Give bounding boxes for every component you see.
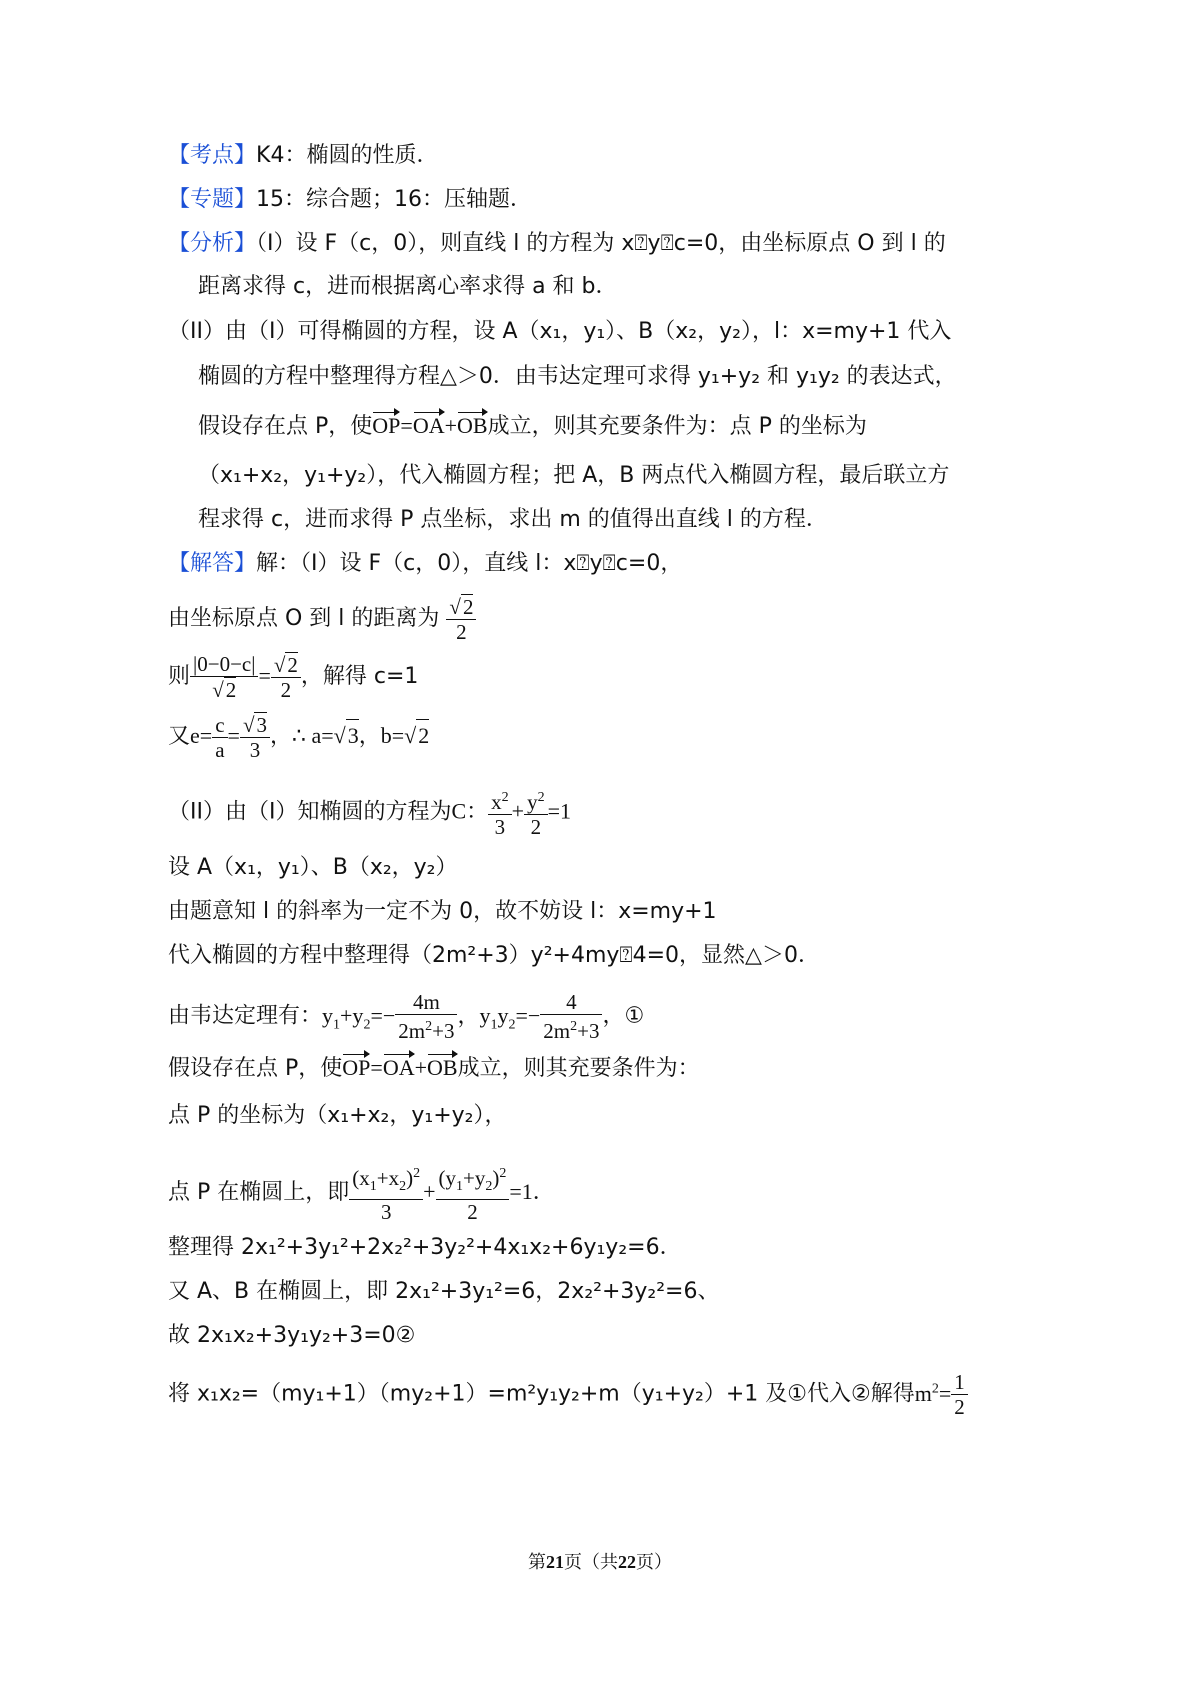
formula-p-y: $\frac{(y_1+y_2)^2}{2}$: [436, 1162, 510, 1224]
jieda-line-10: 假设存在点 P，使OP=OA+OB成立，则其充要条件为：: [168, 1052, 700, 1085]
vector-op: OP: [372, 410, 400, 442]
jieda-text-4b: ，∴: [269, 724, 306, 749]
formula-c-over-a: $\frac{c}{a}$: [212, 713, 227, 762]
fenxi-line-5: 假设存在点 P，使OP=OA+OB成立，则其充要条件为：点 P 的坐标为: [198, 410, 867, 443]
vector-oa: OA: [413, 410, 445, 442]
jieda-line-11: 点 P 的坐标为（x₁+x₂，y₁+y₂），: [168, 1103, 507, 1128]
fenxi-line-4: 椭圆的方程中整理得方程△＞0．由韦达定理可求得 y₁+y₂ 和 y₁y₂ 的表达式，: [198, 364, 957, 389]
fenxi-line-2: 距离求得 c，进而根据离心率求得 a 和 b．: [198, 274, 618, 299]
jieda-text-9: 由韦达定理有：: [168, 1003, 323, 1029]
fenxi-tag: 【分析】: [168, 231, 257, 256]
formula-a-b: a=√3，b=√2: [306, 723, 429, 748]
fenxi-text-5b: 成立，则其充要条件为：点 P 的坐标为: [487, 414, 867, 439]
jieda-line-4: 又e= $\frac{c}{a}$ = $\frac{√3}{3}$ ，∴ a=√3，b=√2: [168, 712, 430, 762]
jieda-text-16: 将 x₁x₂=（my₁+1）（my₂+1）=m²y₁y₂+m（y₁+y₂）+1 及①代入②解得: [168, 1381, 915, 1407]
vector-oa-2: OA: [383, 1052, 415, 1084]
jieda-line-2: [168, 594, 476, 644]
jieda-line-3: 则 $\frac{|0-0-c|}{√2}$ = $\frac{√2}{2}$ ，解得 c=1: [168, 652, 419, 702]
fenxi-text-1: （I）设 F（c，0），则直线 l 的方程为 x⍰y⍰c=0，由坐标原点 O 到 l 的: [256, 231, 946, 256]
page-footer: 第21页（共22页）: [528, 1552, 672, 1573]
formula-vieta-product: $\frac{4}{2m^2+3}$: [540, 990, 602, 1043]
formula-half: $\frac{1}{2}$: [951, 1370, 968, 1419]
kaodian-line: [168, 140, 438, 172]
fenxi-text-5a: 假设存在点 P，使: [198, 414, 373, 439]
zhuanti-line: [168, 184, 532, 216]
fenxi-line-6: （x₁+x₂，y₁+y₂），代入椭圆方程；把 A，B 两点代入椭圆方程，最后联立方: [198, 463, 950, 488]
jieda-text-1: 解：（I）设 F（c，0），直线 l：x⍰y⍰c=0，: [256, 551, 683, 576]
jieda-line-14: 又 A、B 在椭圆上，即 2x₁²+3y₁²=6，2x₂²+3y₂²=6、: [168, 1279, 720, 1304]
vector-ob-2: OB: [427, 1052, 458, 1084]
formula-x2-over-3: $\frac{x^2}{3}$: [488, 786, 512, 839]
jieda-line-8: 代入椭圆的方程中整理得（2m²+3）y²+4my⍰4=0，显然△＞0．: [168, 943, 820, 968]
formula-sqrt3-over-3: $\frac{√3}{3}$: [240, 712, 270, 762]
jieda-line-12: 点 P 在椭圆上，即 $\frac{(x_1+x_2)^2}{3}$ + $\frac{(y_1+y_2)^2}{2}$ =1．: [168, 1162, 555, 1224]
vector-ob: OB: [457, 410, 488, 442]
jieda-line-5: （II）由（I）知椭圆的方程为C： $\frac{x^2}{3}$ + $\frac{y^2}{2}$ =1: [168, 786, 571, 839]
page-number: 21: [546, 1552, 564, 1572]
formula-y2-over-2: $\frac{y^2}{2}$: [524, 786, 548, 839]
formula-p-x: $\frac{(x_1+x_2)^2}{3}$: [349, 1162, 423, 1224]
zhuanti-tag: 【专题】: [168, 187, 257, 212]
vector-op-2: OP: [342, 1052, 370, 1084]
kaodian-tag: 【考点】: [168, 143, 257, 168]
zhuanti-text: 15：综合题；16：压轴题．: [256, 187, 533, 212]
formula-sqrt2-over-2: $\frac{√2}{2}$: [446, 594, 476, 644]
jieda-text-10b: 成立，则其充要条件为：: [457, 1056, 700, 1081]
formula-sqrt2-over-2b: $\frac{√2}{2}$: [271, 652, 301, 702]
formula-vieta-sum: $\frac{4m}{2m^2+3}$: [395, 990, 457, 1043]
formula-distance: $\frac{|0-0-c|}{√2}$: [190, 652, 258, 702]
jieda-text-5: （II）由（I）知椭圆的方程为: [168, 799, 452, 825]
jieda-tag: 【解答】: [168, 551, 257, 576]
fenxi-line-7: 程求得 c，进而求得 P 点坐标，求出 m 的值得出直线 l 的方程．: [198, 507, 828, 532]
jieda-text-3b: ，解得 c=1: [300, 664, 419, 689]
jieda-line-16: 将 x₁x₂=（my₁+1）（my₂+1）=m²y₁y₂+m（y₁+y₂）+1 及①代入②解得$m^2=$ $\frac{1}{2}$: [168, 1370, 968, 1419]
jieda-text-4a: 又: [168, 724, 191, 749]
jieda-line-6: 设 A（x₁，y₁）、B（x₂，y₂）: [168, 855, 458, 880]
page-total: 22: [618, 1552, 636, 1572]
jieda-text-10a: 假设存在点 P，使: [168, 1056, 343, 1081]
jieda-text-2: 由坐标原点 O 到 l 的距离为: [168, 606, 440, 631]
fenxi-line-3: （II）由（I）可得椭圆的方程，设 A（x₁，y₁）、B（x₂，y₂），l：x=my+1 代入: [168, 319, 952, 344]
jieda-line-1: [168, 548, 682, 580]
jieda-text-12: 点 P 在椭圆上，即: [168, 1180, 350, 1206]
jieda-text-3a: 则: [168, 664, 191, 689]
kaodian-text: K4：椭圆的性质．: [256, 143, 439, 168]
fenxi-line-1: [168, 228, 946, 260]
jieda-line-7: 由题意知 l 的斜率为一定不为 0，故不妨设 l：x=my+1: [168, 899, 717, 924]
jieda-line-9: 由韦达定理有：$y_1+y_2=-$ $\frac{4m}{2m^2+3}$ ，$y_1y_2=-$ $\frac{4}{2m^2+3}$ ，①: [168, 990, 645, 1043]
jieda-line-13: 整理得 2x₁²+3y₁²+2x₂²+3y₂²+4x₁x₂+6y₁y₂=6．: [168, 1235, 682, 1260]
jieda-line-15: 故 2x₁x₂+3y₁y₂+3=0②: [168, 1323, 416, 1348]
